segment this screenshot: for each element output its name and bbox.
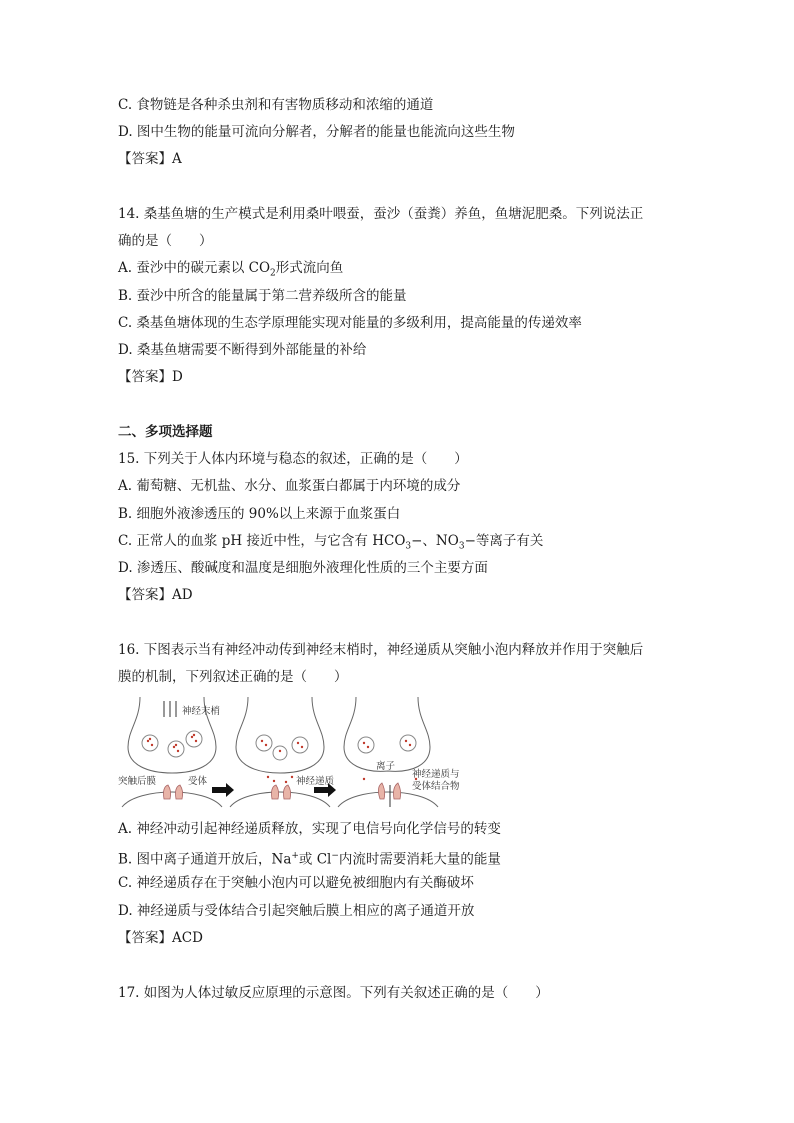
q15-option-c [118, 532, 543, 556]
q14-option-d: D. 桑基鱼塘需要不断得到外部能量的补给 [118, 342, 367, 358]
q17-stem: 17. 如图为人体过敏反应原理的示意图。下列有关叙述正确的是（ ） [118, 985, 549, 1001]
q13-option-d: D. 图中生物的能量可流向分解者，分解者的能量也能流向这些生物 [118, 124, 515, 140]
q16-option-a: A. 神经冲动引起神经递质释放，实现了电信号向化学信号的转变 [118, 821, 501, 837]
q15-option-b: B. 细胞外液渗透压的 90%以上来源于血浆蛋白 [118, 506, 401, 522]
q13-option-c: C. 食物链是各种杀虫剂和有害物质移动和浓缩的通道 [118, 97, 434, 113]
q15-option-c-post: −等离子有关 [464, 533, 544, 549]
label-complex-2: 受体结合物 [412, 781, 460, 792]
q16-option-d: D. 神经递质与受体结合引起突触后膜上相应的离子通道开放 [118, 903, 475, 919]
q16-option-b-sup1: + [291, 851, 299, 861]
q14-option-a-sub: 2 [270, 268, 276, 279]
q14-option-a [118, 259, 343, 283]
label-complex-1: 神经递质与 [412, 769, 460, 780]
q16-option-b-post: 内流时需要消耗大量的能量 [338, 851, 501, 868]
section-title: 二、多项选择题 [118, 424, 213, 440]
q15-answer: 【答案】AD [118, 587, 193, 603]
q16-option-b [118, 847, 501, 869]
q16-answer: 【答案】ACD [118, 930, 203, 946]
q13-answer: 【答案】A [118, 151, 182, 167]
q14-option-b: B. 蚕沙中所含的能量属于第二营养级所含的能量 [118, 288, 407, 304]
label-receptor: 受体 [188, 776, 208, 787]
q14-option-c: C. 桑基鱼塘体现的生态学原理能实现对能量的多级利用，提高能量的传递效率 [118, 315, 582, 331]
arrow-right-icon [212, 783, 234, 797]
label-terminal: 神经末梢 [182, 706, 221, 717]
q15-option-c-sub2: 3 [458, 541, 465, 552]
label-postsynaptic: 突触后膜 [118, 776, 157, 787]
q15-option-d: D. 渗透压、酸碱度和温度是细胞外液理化性质的三个主要方面 [118, 560, 488, 576]
q15-option-c-sub1: 3 [405, 541, 412, 552]
q16-option-b-pre: B. 图中离子通道开放后，Na [118, 851, 292, 868]
q14-stem-line1: 14. 桑基鱼塘的生产模式是利用桑叶喂蚕，蚕沙（蚕粪）养鱼，鱼塘泥肥桑。下列说法正 [118, 206, 644, 222]
q16-option-b-sup2: − [331, 851, 339, 861]
label-ion: 离子 [376, 761, 396, 772]
q14-option-a-pre: A. 蚕沙中的碳元素以 CO [118, 260, 271, 276]
q16-stem-line2: 膜的机制，下列叙述正确的是（ ） [118, 669, 348, 685]
q16-option-b-mid: 或 Cl [298, 851, 332, 868]
q14-answer: 【答案】D [118, 369, 183, 385]
postsynaptic-membrane-1 [122, 792, 222, 807]
q15-option-c-pre: C. 正常人的血浆 pH 接近中性，与它含有 HCO [118, 533, 406, 549]
postsynaptic-membrane-3 [338, 792, 438, 807]
label-transmitter: 神经递质 [296, 776, 335, 787]
synapse-figure [118, 695, 468, 813]
postsynaptic-membrane-2 [230, 792, 330, 807]
q16-option-c: C. 神经递质存在于突触小泡内可以避免被细胞内有关酶破坏 [118, 875, 474, 891]
terminal-2 [236, 697, 324, 773]
q15-option-a: A. 葡萄糖、无机盐、水分、血浆蛋白都属于内环境的成分 [118, 478, 461, 494]
q15-option-c-mid: −、NO [411, 533, 459, 549]
q14-stem-line2: 确的是（ ） [118, 233, 213, 249]
q14-option-a-post: 形式流向鱼 [275, 260, 344, 276]
q16-stem-line1: 16. 下图表示当有神经冲动传到神经末梢时，神经递质从突触小泡内释放并作用于突触后 [118, 642, 644, 658]
q15-stem: 15. 下列关于人体内环境与稳态的叙述，正确的是（ ） [118, 451, 468, 467]
